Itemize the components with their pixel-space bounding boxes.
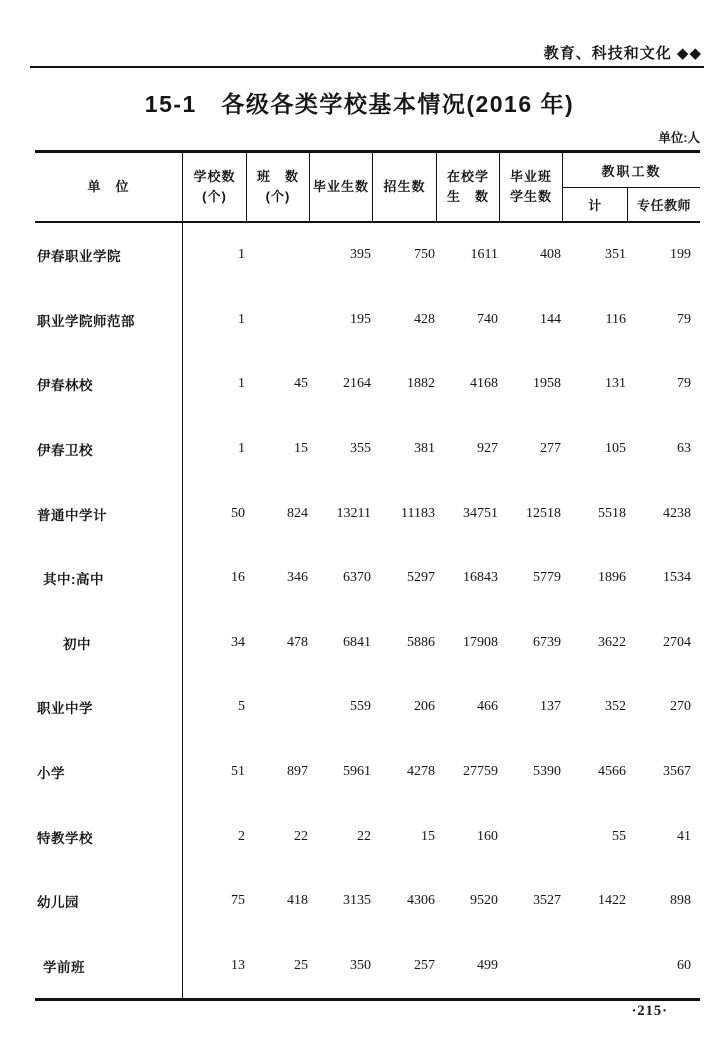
- table-row: [35, 481, 700, 546]
- col-group-staff: [563, 153, 700, 221]
- row-value: 466: [477, 699, 498, 715]
- row-value: 1534: [663, 570, 691, 586]
- row-value: 355: [350, 441, 371, 457]
- row-value: 5: [238, 699, 245, 715]
- row-label: 初中: [35, 611, 183, 676]
- col-header-enrolled-students: 在校学 生 数: [437, 153, 500, 221]
- row-label: 小学: [35, 740, 183, 805]
- row-value: 350: [350, 957, 371, 973]
- row-value: 75: [231, 893, 245, 909]
- table-header: [35, 153, 700, 223]
- row-value: 5518: [598, 505, 626, 521]
- row-label: 职业中学: [35, 675, 183, 740]
- row-value: 6370: [343, 570, 371, 586]
- row-value: 750: [414, 247, 435, 263]
- row-value: 45: [294, 376, 308, 392]
- row-value: 5390: [533, 764, 561, 780]
- row-value: 15: [294, 441, 308, 457]
- row-value: 4306: [407, 893, 435, 909]
- row-value: 131: [605, 376, 626, 392]
- row-label: 职业学院师范部: [35, 288, 183, 353]
- row-value: 395: [350, 247, 371, 263]
- table-row: [35, 869, 700, 934]
- row-value: 257: [414, 957, 435, 973]
- table-row: [35, 352, 700, 417]
- row-value: 9520: [470, 893, 498, 909]
- table-row: [35, 740, 700, 805]
- col-group-staff-subheaders: [563, 188, 700, 221]
- row-value: 50: [231, 505, 245, 521]
- row-value: 11183: [401, 505, 435, 521]
- col-header-fulltime-teachers: 专任教师: [636, 198, 691, 213]
- table-row: [35, 675, 700, 740]
- row-value: 352: [605, 699, 626, 715]
- row-value: 1: [238, 311, 245, 327]
- row-value: 351: [605, 247, 626, 263]
- row-value: 381: [414, 441, 435, 457]
- row-value: 6841: [343, 634, 371, 650]
- row-value: 22: [294, 828, 308, 844]
- table-row: [35, 223, 700, 288]
- row-value: 559: [350, 699, 371, 715]
- row-value: 408: [540, 247, 561, 263]
- row-value: 105: [605, 441, 626, 457]
- row-value: 4238: [663, 505, 691, 521]
- row-value: 2: [238, 828, 245, 844]
- row-value: 16: [231, 570, 245, 586]
- row-value: 5961: [343, 764, 371, 780]
- row-value: 1882: [407, 376, 435, 392]
- row-value: 4168: [470, 376, 498, 392]
- row-value: 15: [421, 828, 435, 844]
- row-value: 41: [677, 828, 691, 844]
- row-value: 195: [350, 311, 371, 327]
- table-row: [35, 288, 700, 353]
- row-value: 927: [477, 441, 498, 457]
- row-value: 34: [231, 634, 245, 650]
- row-value: 79: [677, 376, 691, 392]
- row-value: 2704: [663, 634, 691, 650]
- row-value: 16843: [463, 570, 498, 586]
- row-value: 3622: [598, 634, 626, 650]
- row-value: 63: [677, 441, 691, 457]
- row-value: 897: [287, 764, 308, 780]
- row-label: 普通中学计: [35, 481, 183, 546]
- row-value: 277: [540, 441, 561, 457]
- col-header-graduating-class: 毕业班 学生数: [500, 153, 563, 221]
- col-header-staff-total: 计: [563, 188, 628, 221]
- row-value: 206: [414, 699, 435, 715]
- table-row: [35, 611, 700, 676]
- col-header-classes: 班 数 (个): [247, 153, 310, 221]
- page-title: 15-1 各级各类学校基本情况(2016 年): [144, 91, 575, 117]
- row-value: 5886: [407, 634, 435, 650]
- school-statistics-table: [35, 150, 700, 1001]
- row-value: 13: [231, 957, 245, 973]
- row-value: 270: [670, 699, 691, 715]
- row-value: 79: [677, 311, 691, 327]
- row-value: 1: [238, 441, 245, 457]
- row-value: 25: [294, 957, 308, 973]
- row-value: 13211: [336, 505, 371, 521]
- row-value: 1: [238, 376, 245, 392]
- row-value: 3527: [533, 893, 561, 909]
- row-value: 116: [605, 311, 626, 327]
- col-group-staff-title: 教职工数: [563, 153, 700, 188]
- row-value: 5779: [533, 570, 561, 586]
- row-value: 2164: [343, 376, 371, 392]
- col-header-unit-label: 单 位: [87, 179, 130, 194]
- row-value: 824: [287, 505, 308, 521]
- row-label: 幼儿园: [35, 869, 183, 934]
- row-value: 5297: [407, 570, 435, 586]
- row-value: 17908: [463, 634, 498, 650]
- row-value: 1896: [598, 570, 626, 586]
- row-value: 346: [287, 570, 308, 586]
- col-header-schools: 学校数 (个): [183, 153, 247, 221]
- running-head-rule: [30, 66, 704, 68]
- col-header-graduates: 毕业生数: [310, 153, 373, 221]
- row-label: 伊春卫校: [35, 417, 183, 482]
- row-label: 学前班: [35, 934, 183, 999]
- row-value: 160: [477, 828, 498, 844]
- row-value: 27759: [463, 764, 498, 780]
- row-label: 伊春林校: [35, 352, 183, 417]
- col-header-unit: [35, 153, 183, 221]
- row-value: 1422: [598, 893, 626, 909]
- row-value: 1611: [470, 247, 498, 263]
- row-value: 499: [477, 957, 498, 973]
- col-header-new-enrollment: 招生数: [373, 153, 437, 221]
- table-row: [35, 804, 700, 869]
- row-label: 伊春职业学院: [35, 223, 183, 288]
- row-value: 428: [414, 311, 435, 327]
- row-value: 1: [238, 247, 245, 263]
- row-value: 22: [357, 828, 371, 844]
- row-value: 34751: [463, 505, 498, 521]
- row-value: 898: [670, 893, 691, 909]
- row-value: 137: [540, 699, 561, 715]
- row-value: 478: [287, 634, 308, 650]
- row-value: 1958: [533, 376, 561, 392]
- row-value: 418: [287, 893, 308, 909]
- page-number: ·215·: [631, 1003, 668, 1019]
- table-row: [35, 934, 700, 999]
- row-value: 6739: [533, 634, 561, 650]
- row-value: 12518: [526, 505, 561, 521]
- row-value: 51: [231, 764, 245, 780]
- row-value: 3135: [343, 893, 371, 909]
- row-value: 740: [477, 311, 498, 327]
- row-value: 4566: [598, 764, 626, 780]
- table-row: [35, 417, 700, 482]
- row-value: 144: [540, 311, 561, 327]
- running-head: 教育、科技和文化 ◆◆: [543, 45, 702, 62]
- unit-note: 单位:人: [658, 131, 700, 145]
- row-label: 其中:高中: [35, 546, 183, 611]
- row-value: 3567: [663, 764, 691, 780]
- table-row: [35, 546, 700, 611]
- row-value: 4278: [407, 764, 435, 780]
- table-body: [35, 223, 700, 998]
- row-value: 55: [612, 828, 626, 844]
- row-value: 199: [670, 247, 691, 263]
- row-value: 60: [677, 957, 691, 973]
- row-label: 特教学校: [35, 804, 183, 869]
